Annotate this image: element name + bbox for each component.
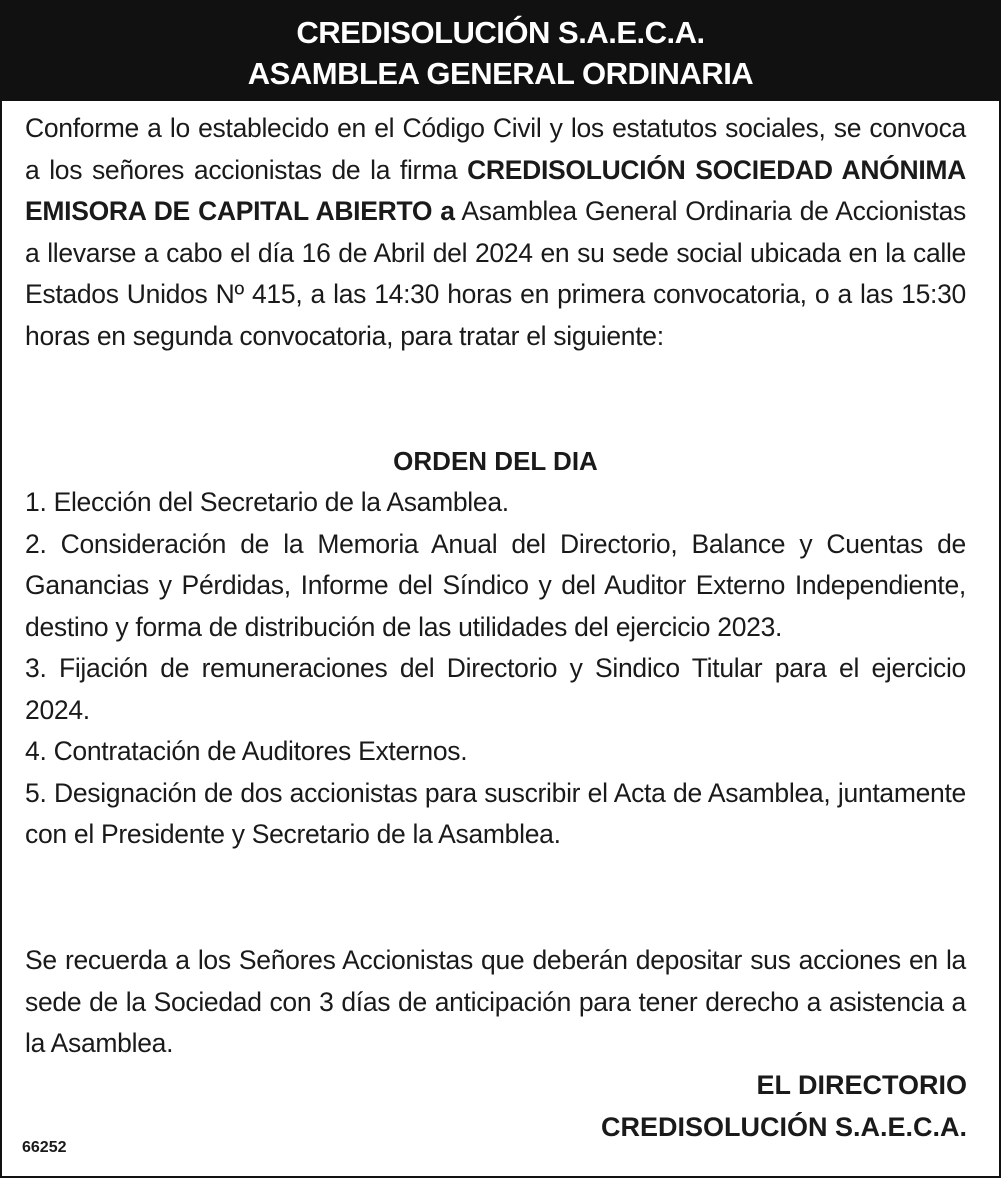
intro-paragraph: [25, 108, 966, 357]
reminder-paragraph: Se recuerda a los Señores Accionistas que deberán depositar sus acciones en la sede de la Sociedad con 3 días de anticipación para tener derecho a asistencia a la Asamblea.: [25, 945, 966, 1058]
ad-code: 66252: [22, 1139, 67, 1156]
signature-company: CREDISOLUCIÓN S.A.E.C.A.: [600, 1112, 967, 1142]
agenda-item: 1. Elección del Secretario de la Asamblea.: [25, 487, 509, 517]
agenda-item: 5. Designación de dos accionistas para suscribir el Acta de Asamblea, juntamente con el Presidente y Secretario de la Asamblea.: [25, 777, 966, 849]
signature-board: EL DIRECTORIO: [756, 1070, 967, 1100]
company-full-name: CREDISOLUCIÓN SOCIEDAD ANÓNIMA EMISORA DE CAPITAL ABIERTO a: [25, 154, 967, 226]
assembly-title: ASAMBLEA GENERAL ORDINARIA: [247, 56, 754, 91]
intro-text-after: Asamblea General Ordinaria de Accionistas a llevarse a cabo el día 16 de Abril del 2024 en su sede social ubicada en la calle Estados Unidos Nº 415, a las 14:30 horas en primera convocatoria, o a las 15:30 horas en segunda convocatoria, para tratar el siguiente:: [25, 196, 966, 351]
agenda-item: 4. Contratación de Auditores Externos.: [25, 736, 468, 766]
agenda-item: 3. Fijación de remuneraciones del Directorio y Sindico Titular para el ejercicio 2024.: [25, 653, 966, 725]
agenda-list: [25, 482, 966, 856]
notice-header: [0, 0, 1001, 101]
company-title: CREDISOLUCIÓN S.A.E.C.A.: [296, 15, 705, 50]
intro-text-before: Conforme a lo establecido en el Código Civil y los estatutos sociales, se convoca a los señores accionistas de la firma: [25, 113, 966, 185]
agenda-item: 2. Consideración de la Memoria Anual del Directorio, Balance y Cuentas de Ganancias y Pérdidas, Informe del Síndico y del Auditor Externo Independiente, destino y forma de distribución de las utilidades del ejercicio 2023.: [25, 528, 966, 642]
agenda-title: ORDEN DEL DIA: [393, 446, 598, 476]
